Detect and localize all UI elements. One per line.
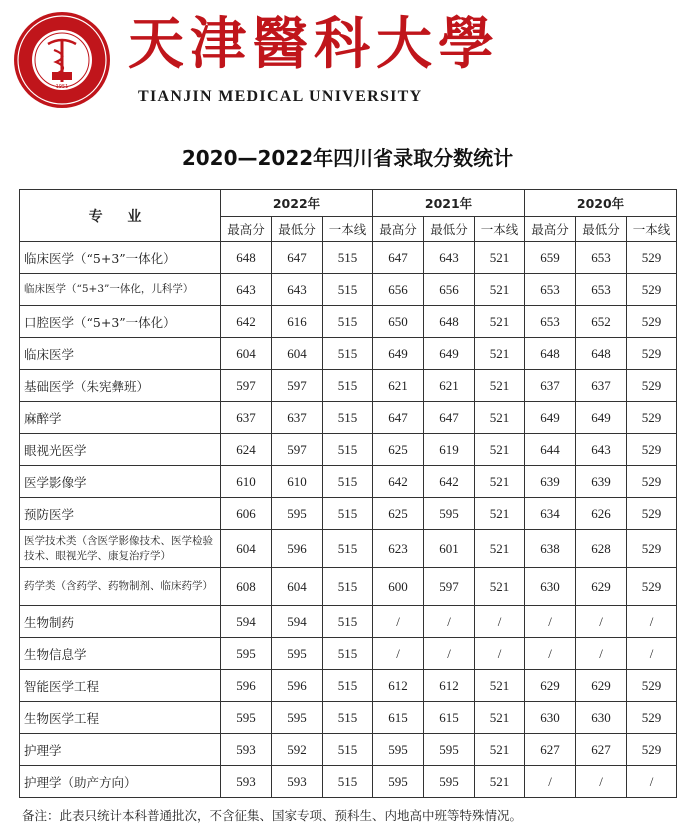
score-cell: 643 [576,434,627,466]
score-cell: 515 [323,274,373,306]
score-cell: 628 [576,530,627,568]
university-name-cn: 天津醫科大學 [128,11,500,77]
score-cell: 594 [221,606,272,638]
score-cell: 515 [323,702,373,734]
major-name-cell: 药学类（含药学、药物制剂、临床药学） [20,568,221,606]
score-cell: 521 [475,338,525,370]
major-name-cell: 生物制药 [20,606,221,638]
score-cell: / [525,606,576,638]
score-cell: / [373,638,424,670]
score-cell: / [475,638,525,670]
score-cell: 529 [627,498,677,530]
table-row [20,338,677,370]
score-cell: 521 [475,530,525,568]
score-cell: 600 [373,568,424,606]
score-cell: 653 [576,274,627,306]
table-row [20,568,677,606]
score-cell: 656 [424,274,475,306]
score-cell: 521 [475,306,525,338]
major-name-cell: 临床医学 [20,338,221,370]
score-cell: 659 [525,242,576,274]
score-cell: 648 [221,242,272,274]
score-cell: 515 [323,568,373,606]
score-cell: 642 [373,466,424,498]
score-cell: 642 [221,306,272,338]
university-name-en: TIANJIN MEDICAL UNIVERSITY [138,88,423,105]
score-cell: 637 [576,370,627,402]
score-cell: 629 [525,670,576,702]
major-name-cell: 口腔医学（“5+3”一体化） [20,306,221,338]
score-cell: 595 [373,734,424,766]
score-cell: / [525,638,576,670]
score-cell: 521 [475,766,525,798]
score-cell: 595 [424,734,475,766]
table-row [20,434,677,466]
score-cell: 529 [627,670,677,702]
svg-text:1951: 1951 [55,84,69,90]
score-cell: 521 [475,498,525,530]
score-cell: 515 [323,402,373,434]
score-cell: 595 [373,766,424,798]
table-row [20,702,677,734]
score-cell: 647 [373,402,424,434]
score-cell: 529 [627,402,677,434]
major-name-cell: 生物医学工程 [20,702,221,734]
table-row [20,242,677,274]
score-cell: / [424,606,475,638]
score-cell: 621 [373,370,424,402]
score-cell: 515 [323,734,373,766]
score-cell: 529 [627,370,677,402]
score-cell: 630 [576,702,627,734]
table-row [20,402,677,434]
score-cell: 593 [221,734,272,766]
score-cell: 615 [424,702,475,734]
score-cell: 515 [323,306,373,338]
year-header: 2021年 [373,190,525,217]
score-cell: 653 [525,274,576,306]
header [0,0,695,120]
score-cell: 593 [272,766,323,798]
score-cell: 642 [424,466,475,498]
year-header: 2022年 [221,190,373,217]
score-cell: 529 [627,734,677,766]
score-cell: 643 [272,274,323,306]
score-cell: 608 [221,568,272,606]
score-cell: 521 [475,568,525,606]
score-cell: 638 [525,530,576,568]
score-cell: 529 [627,242,677,274]
sub-column-header: 最高分 [221,217,272,242]
table-row [20,606,677,638]
score-cell: / [424,638,475,670]
score-cell: 643 [221,274,272,306]
score-cell: 649 [525,402,576,434]
score-cell: 604 [272,568,323,606]
sub-column-header: 一本线 [475,217,525,242]
score-cell: 649 [424,338,475,370]
score-cell: 515 [323,766,373,798]
score-cell: 604 [221,530,272,568]
score-cell: 644 [525,434,576,466]
score-cell: 604 [221,338,272,370]
major-name-cell: 护理学 [20,734,221,766]
score-cell: 648 [424,306,475,338]
score-cell: 616 [272,306,323,338]
score-cell: 629 [576,670,627,702]
score-cell: 647 [272,242,323,274]
score-cell: 515 [323,434,373,466]
major-name-cell: 医学技术类（含医学影像技术、医学检验技术、眼视光学、康复治疗学） [20,530,221,568]
major-name-cell: 麻醉学 [20,402,221,434]
score-cell: / [475,606,525,638]
score-cell: 637 [221,402,272,434]
score-cell: 595 [221,638,272,670]
score-cell: 630 [525,702,576,734]
score-cell: 521 [475,702,525,734]
major-name-cell: 基础医学（朱宪彝班） [20,370,221,402]
score-cell: 606 [221,498,272,530]
score-cell: / [525,766,576,798]
major-name-cell: 预防医学 [20,498,221,530]
score-cell: 529 [627,466,677,498]
score-cell: 643 [424,242,475,274]
score-cell: 656 [373,274,424,306]
score-cell: 612 [424,670,475,702]
major-name-cell: 生物信息学 [20,638,221,670]
footnote: 备注：此表只统计本科普通批次，不含征集、国家专项、预科生、内地高中班等特殊情况。 [22,808,523,823]
admission-score-table [19,189,677,798]
score-cell: 521 [475,242,525,274]
sub-column-header: 最高分 [373,217,424,242]
score-cell: 619 [424,434,475,466]
score-cell: 650 [373,306,424,338]
score-cell: 521 [475,670,525,702]
table-row [20,530,677,568]
score-cell: 627 [525,734,576,766]
score-cell: 647 [424,402,475,434]
score-cell: 639 [525,466,576,498]
score-cell: 629 [576,568,627,606]
score-cell: 515 [323,670,373,702]
major-column-header: 专 业 [20,190,221,242]
score-cell: 653 [525,306,576,338]
score-cell: 624 [221,434,272,466]
score-cell: 623 [373,530,424,568]
score-cell: 596 [221,670,272,702]
score-cell: 521 [475,370,525,402]
score-cell: 521 [475,274,525,306]
sub-column-header: 一本线 [323,217,373,242]
major-name-cell: 临床医学（“5+3”一体化，儿科学） [20,274,221,306]
score-cell: 595 [272,702,323,734]
score-cell: 515 [323,498,373,530]
score-cell: 597 [272,370,323,402]
score-cell: / [576,766,627,798]
score-cell: 649 [373,338,424,370]
score-cell: 595 [424,498,475,530]
major-name-cell: 眼视光医学 [20,434,221,466]
score-cell: 612 [373,670,424,702]
score-cell: 515 [323,338,373,370]
score-cell: 521 [475,434,525,466]
score-cell: 597 [272,434,323,466]
score-cell: 515 [323,638,373,670]
table-row [20,274,677,306]
university-seal-logo [12,10,112,110]
table-row [20,734,677,766]
score-cell: 621 [424,370,475,402]
score-cell: 529 [627,702,677,734]
score-cell: 626 [576,498,627,530]
score-cell: 594 [272,606,323,638]
score-cell: 515 [323,606,373,638]
major-name-cell: 临床医学（“5+3”一体化） [20,242,221,274]
score-cell: 515 [323,530,373,568]
score-cell: 625 [373,498,424,530]
score-cell: 595 [272,498,323,530]
score-cell: / [373,606,424,638]
score-cell: 515 [323,370,373,402]
score-cell: 610 [272,466,323,498]
score-cell: 615 [373,702,424,734]
score-cell: 521 [475,734,525,766]
score-cell: 648 [525,338,576,370]
score-cell: 637 [272,402,323,434]
score-cell: 653 [576,242,627,274]
table-row [20,670,677,702]
score-cell: 627 [576,734,627,766]
score-cell: 595 [272,638,323,670]
sub-column-header: 最低分 [576,217,627,242]
score-cell: 529 [627,306,677,338]
score-cell: 529 [627,530,677,568]
score-cell: 604 [272,338,323,370]
score-cell: 652 [576,306,627,338]
year-header: 2020年 [525,190,677,217]
score-cell: 639 [576,466,627,498]
sub-column-header: 最低分 [424,217,475,242]
score-cell: 515 [323,242,373,274]
score-cell: 521 [475,402,525,434]
score-cell: 596 [272,530,323,568]
score-cell: / [627,766,677,798]
score-cell: 630 [525,568,576,606]
score-cell: 521 [475,466,525,498]
score-cell: 637 [525,370,576,402]
score-cell: 610 [221,466,272,498]
table-row [20,466,677,498]
sub-column-header: 最高分 [525,217,576,242]
score-cell: 595 [424,766,475,798]
score-cell: 529 [627,274,677,306]
score-cell: 597 [221,370,272,402]
score-cell: 595 [221,702,272,734]
major-name-cell: 护理学（助产方向） [20,766,221,798]
score-cell: / [627,638,677,670]
table-row [20,638,677,670]
score-cell: 529 [627,338,677,370]
score-cell: 529 [627,568,677,606]
score-cell: 649 [576,402,627,434]
page-title: 2020—2022年四川省录取分数统计 [181,146,514,170]
score-cell: 601 [424,530,475,568]
score-cell: / [576,638,627,670]
score-cell: / [627,606,677,638]
score-cell: 634 [525,498,576,530]
score-cell: / [576,606,627,638]
major-name-cell: 医学影像学 [20,466,221,498]
sub-column-header: 最低分 [272,217,323,242]
major-name-cell: 智能医学工程 [20,670,221,702]
score-cell: 596 [272,670,323,702]
table-row [20,766,677,798]
table-row [20,498,677,530]
score-cell: 648 [576,338,627,370]
score-cell: 647 [373,242,424,274]
table-row [20,370,677,402]
score-cell: 529 [627,434,677,466]
score-cell: 515 [323,466,373,498]
sub-column-header: 一本线 [627,217,677,242]
score-cell: 593 [221,766,272,798]
score-cell: 597 [424,568,475,606]
score-cell: 592 [272,734,323,766]
score-cell: 625 [373,434,424,466]
table-row [20,306,677,338]
